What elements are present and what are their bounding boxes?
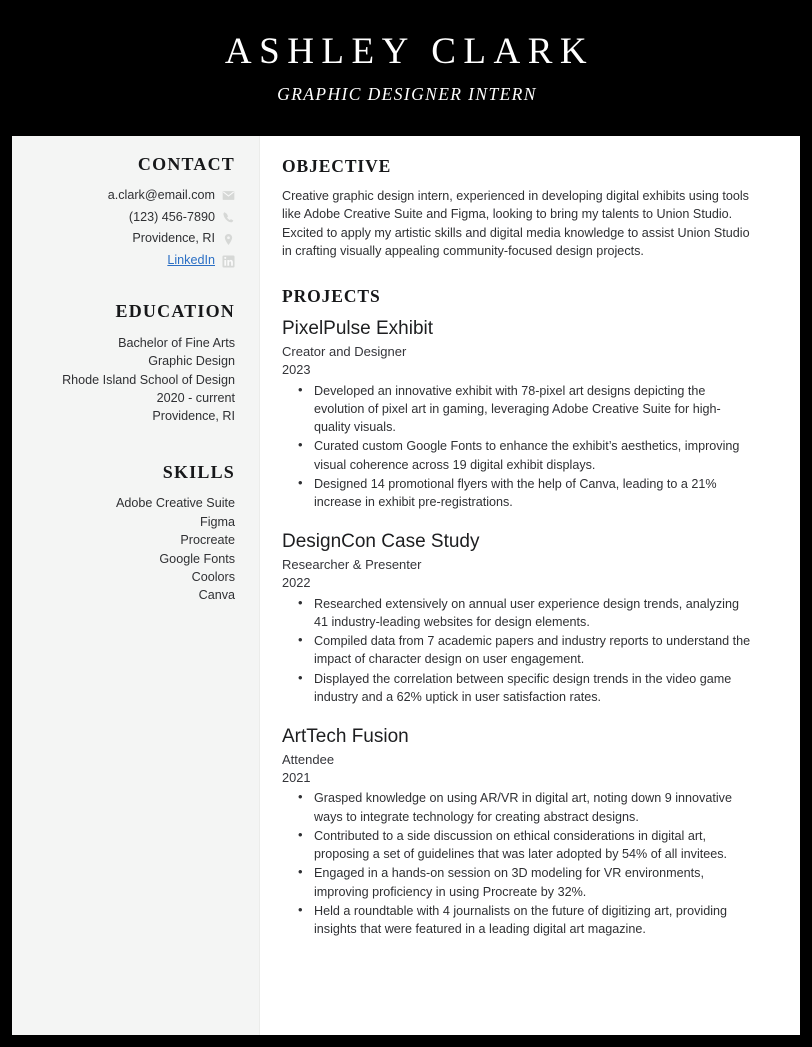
project-entry	[282, 317, 755, 511]
education-list	[26, 334, 235, 426]
projects-section	[282, 286, 755, 938]
project-bullet: • Contributed to a side discussion on ethical considerations in digital art, proposing a set of guidelines that was later adopted by 54% of all invitees.	[282, 827, 755, 864]
objective-section-heading: OBJECTIVE	[282, 156, 392, 176]
project-role: Researcher & Presenter	[282, 556, 422, 572]
contact-list	[26, 187, 235, 271]
skills-list	[26, 494, 235, 604]
phone-icon	[222, 211, 235, 224]
project-bullets	[282, 595, 755, 707]
skills-section-heading: SKILLS	[162, 461, 235, 482]
project-entry	[282, 530, 755, 706]
contact-item-text: (123) 456-7890	[128, 209, 215, 224]
contact-item[interactable]	[26, 252, 235, 270]
location-pin-icon	[222, 233, 235, 246]
skill-item: Google Fonts	[159, 551, 235, 566]
project-date: 2023	[282, 362, 311, 378]
project-bullet: • Developed an innovative exhibit with 78-pixel art designs depicting the evolution of pixel art in gaming, leveraging Adobe Creative Suite for high-quality visuals.	[282, 382, 755, 437]
education-section-heading: EDUCATION	[115, 301, 235, 322]
resume-body	[12, 136, 800, 1035]
project-bullet: • Designed 14 promotional flyers with the help of Canva, leading to a 21% increase in exhibit pre-registrations.	[282, 475, 755, 512]
objective-text: Creative graphic design intern, experienced in developing digital exhibits using tools like Adobe Creative Suite and Figma, looking to bring my talents to Union Studio. Excited to apply my artistic skills and digital media knowledge to assist Union Studio in crafting visually appealing community-focused design projects.	[282, 189, 750, 258]
contact-section-heading: CONTACT	[137, 154, 235, 174]
skill-item: Coolors	[191, 569, 235, 584]
candidate-job-title: GRAPHIC DESIGNER INTERN	[277, 83, 537, 104]
contact-item-text: Providence, RI	[132, 231, 215, 246]
project-bullets	[282, 789, 755, 938]
project-date: 2022	[282, 575, 311, 591]
project-role: Creator and Designer	[282, 343, 407, 359]
education-line: Graphic Design	[148, 354, 235, 369]
education-line: Rhode Island School of Design	[62, 372, 235, 387]
project-bullet: • Researched extensively on annual user experience design trends, analyzing 41 industry-leading websites for design elements.	[282, 595, 755, 632]
project-entry	[282, 725, 755, 938]
project-bullet: • Engaged in a hands-on session on 3D modeling for VR environments, improving proficiency in using Procreate by 32%.	[282, 864, 755, 901]
contact-item-text: a.clark@email.com	[107, 187, 215, 202]
skill-item: Adobe Creative Suite	[115, 496, 235, 511]
project-role: Attendee	[282, 751, 335, 767]
project-title: ArtTech Fusion	[282, 726, 409, 748]
resume-header	[0, 0, 812, 136]
project-date: 2021	[282, 770, 311, 786]
projects-list	[282, 317, 755, 938]
project-bullet: • Curated custom Google Fonts to enhance the exhibit’s aesthetics, improving visual coherence across 19 digital exhibit displays.	[282, 437, 755, 474]
main-column	[260, 136, 800, 1035]
project-bullet: • Grasped knowledge on using AR/VR in digital art, noting down 9 innovative ways to integrate technology for creating abstract designs.	[282, 789, 755, 826]
objective-section	[282, 156, 755, 260]
contact-item	[26, 187, 235, 205]
projects-section-heading: PROJECTS	[282, 286, 381, 307]
skill-item: Figma	[200, 514, 235, 529]
project-title: DesignCon Case Study	[282, 531, 480, 553]
project-bullet: • Displayed the correlation between specific design trends in the video game industry and a 62% uptick in user satisfaction rates.	[282, 670, 755, 707]
contact-item-text[interactable]: LinkedIn	[167, 253, 215, 268]
education-line: Bachelor of Fine Arts	[118, 335, 235, 350]
contact-item	[26, 230, 235, 248]
project-bullet: • Compiled data from 7 academic papers and industry reports to understand the impact of character design on user engagement.	[282, 632, 755, 669]
skill-item: Canva	[198, 588, 235, 603]
education-line: Providence, RI	[152, 409, 235, 424]
project-title: PixelPulse Exhibit	[282, 318, 434, 340]
candidate-name: ASHLEY CLARK	[224, 30, 595, 72]
education-line: 2020 - current	[156, 391, 235, 405]
linkedin-icon	[222, 255, 235, 268]
sidebar	[12, 136, 260, 1035]
project-bullet: • Held a roundtable with 4 journalists on the future of digitizing art, providing insights that were featured in a leading digital art magazine.	[282, 902, 755, 939]
skill-item: Procreate	[180, 533, 235, 548]
contact-item	[26, 209, 235, 227]
project-bullets	[282, 382, 755, 512]
envelope-icon	[222, 189, 235, 202]
